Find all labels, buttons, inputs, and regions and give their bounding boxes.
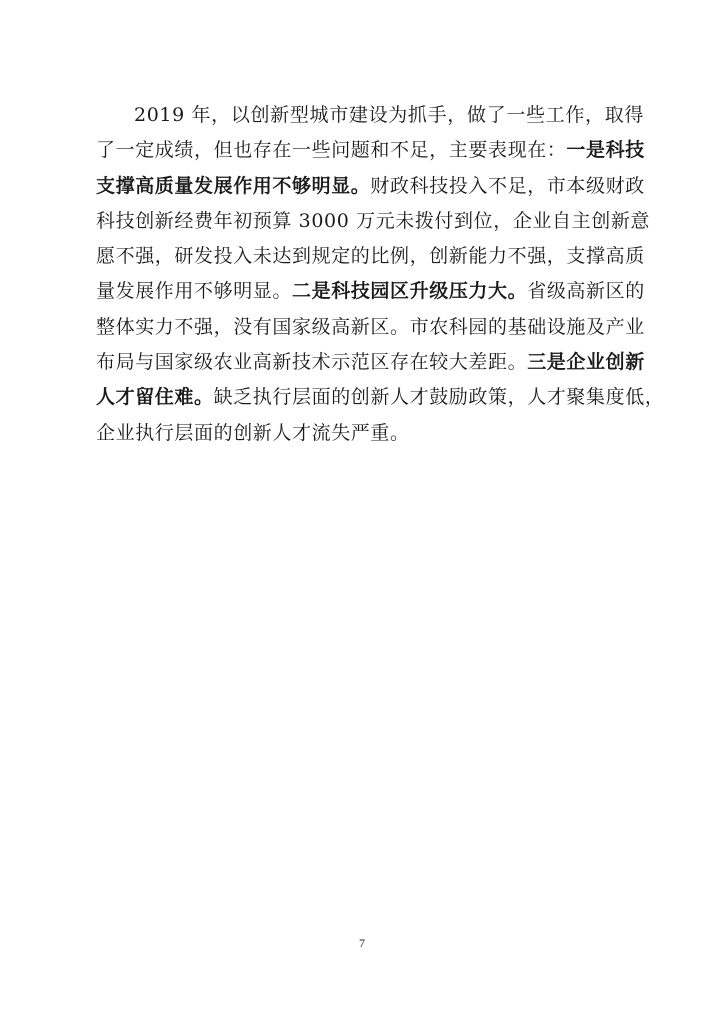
text-segment: 2019 年，以创新型城市建设为抓手，做了一些工作，取得 <box>134 104 644 126</box>
body-paragraph <box>96 98 665 451</box>
text-line <box>96 274 644 309</box>
text-segment: 愿不强，研发投入未达到规定的比例，创新能力不强，支撑高质 <box>96 245 645 268</box>
text-segment: 整体实力不强，没有国家级高新区。市农科园的基础设施及产业 <box>96 315 645 338</box>
text-segment: 省级高新区的 <box>527 280 645 303</box>
text-segment: 企业执行层面的创新人才流失严重。 <box>96 421 410 444</box>
bold-text-segment: 人才留住难。 <box>96 386 214 409</box>
text-line <box>96 239 644 274</box>
text-line <box>96 204 651 239</box>
text-line <box>96 133 644 168</box>
text-segment: 量发展作用不够明显。 <box>96 280 293 303</box>
text-line <box>96 310 644 345</box>
bold-text-segment: 支撑高质量发展作用不够明显。 <box>96 174 371 197</box>
text-segment: 缺乏执行层面的创新人才鼓励政策，人才聚集度低， <box>213 386 665 409</box>
text-line <box>96 416 644 451</box>
page-number: 7 <box>359 936 365 950</box>
bold-text-segment: 一是科技 <box>566 139 645 162</box>
bold-text-segment: 二是科技园区升级压力大。 <box>292 280 528 303</box>
text-line <box>96 380 665 415</box>
text-segment: 了一定成绩，但也存在一些问题和不足，主要表现在： <box>96 139 567 162</box>
text-line <box>96 98 644 133</box>
text-segment: 财政科技投入不足，市本级财政 <box>370 174 645 197</box>
text-segment: 布局与国家级农业高新技术示范区存在较大差距。 <box>96 351 528 374</box>
bold-text-segment: 三是企业创新 <box>527 351 645 374</box>
text-line <box>96 169 644 204</box>
text-line <box>96 345 644 380</box>
text-segment: 科技创新经费年初预算 3000 万元未拨付到位，企业自主创新意 <box>96 209 651 232</box>
